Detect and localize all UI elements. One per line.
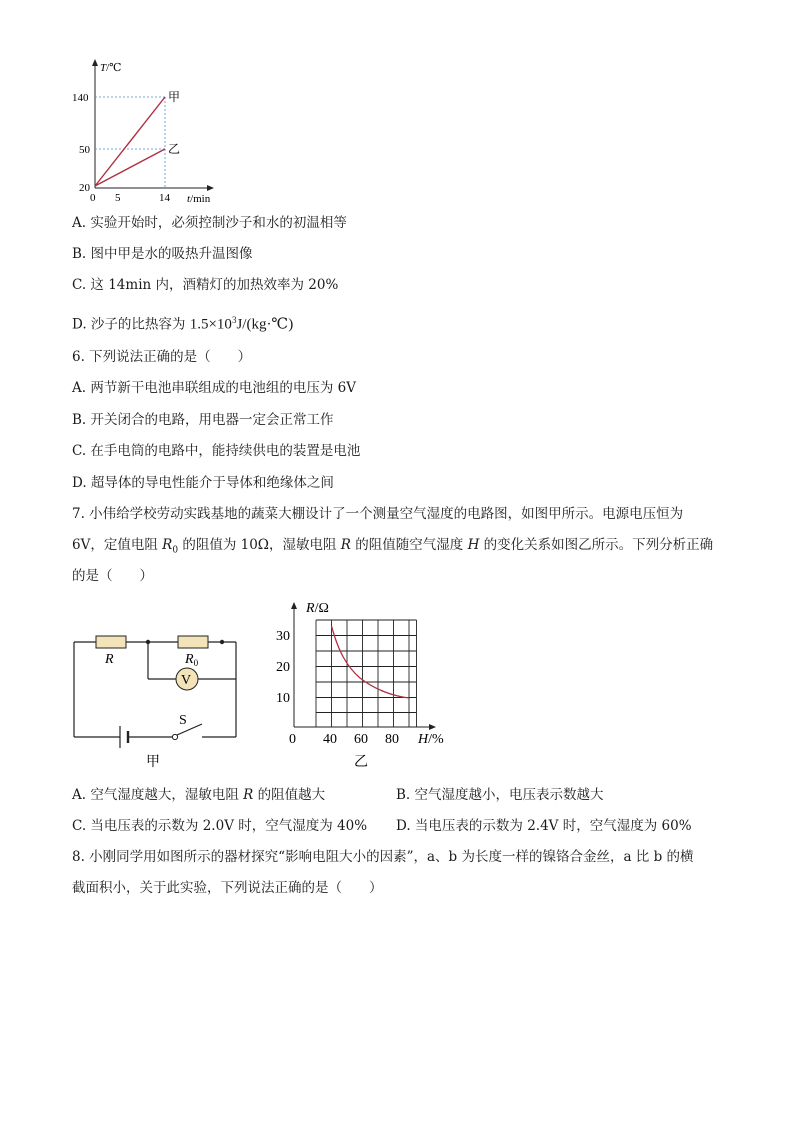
label-r0: $R_0$	[185, 652, 199, 668]
resistor-r	[96, 636, 126, 648]
x-tick-0: 0	[289, 732, 296, 747]
x-tick-60: 60	[354, 732, 368, 747]
q7-option-b: B. 空气湿度越小，电压表示数越大	[396, 787, 604, 803]
line-yi	[95, 149, 165, 186]
q5-option-d: D. 沙子的比热容为 $1.5\times 10^3J/(kg\cdot℃)$	[72, 315, 294, 333]
x-tick-80: 80	[385, 732, 399, 747]
svg-text:V: V	[181, 673, 192, 688]
caption-jia: 甲	[146, 755, 160, 770]
x-tick-0: 0	[90, 192, 96, 204]
q7-stem-line3: 的是（ ）	[72, 568, 153, 584]
y-tick-20: 20	[79, 182, 90, 194]
x-tick-40: 40	[323, 732, 337, 747]
x-tick-5: 5	[115, 192, 121, 204]
y-tick-140: 140	[72, 92, 89, 104]
q6-option-d: D. 超导体的导电性能介于导体和绝缘体之间	[72, 475, 334, 491]
q6-stem: 6. 下列说法正确的是（ ）	[72, 349, 252, 365]
q8-stem-line2: 截面积小，关于此实验，下列说法正确的是（ ）	[72, 880, 383, 896]
q5-option-a: A. 实验开始时，必须控制沙子和水的初温相等	[72, 215, 347, 231]
q7-option-c: C. 当电压表的示数为 2.0V 时，空气湿度为 40%	[72, 818, 368, 834]
resistance-humidity-graph	[272, 598, 462, 773]
y-tick-20: 20	[276, 660, 290, 675]
q7-stem-line1: 7. 小伟给学校劳动实践基地的蔬菜大棚设计了一个测量空气湿度的电路图，如图甲所示。电源电压恒为	[72, 506, 684, 522]
x-axis-label: t/min	[187, 193, 211, 205]
x-axis-label-h: H/%	[418, 732, 444, 747]
y-tick-50: 50	[79, 144, 90, 156]
label-s: S	[179, 713, 187, 728]
y-axis-label: T/℃	[100, 62, 122, 74]
label-jia: 甲	[168, 90, 181, 104]
label-r: R	[105, 652, 114, 667]
label-yi: 乙	[168, 142, 181, 156]
line-jia	[95, 97, 165, 186]
q5-option-b: B. 图中甲是水的吸热升温图像	[72, 246, 253, 262]
r-h-curve	[332, 626, 410, 698]
q7-stem-line2: 6V，定值电阻 $R_0$ 的阻值为 10Ω，湿敏电阻 R 的阻值随空气湿度 H 的变化关系如图乙所示。下列分析正确	[72, 537, 714, 556]
q6-option-c: C. 在手电筒的电路中，能持续供电的装置是电池	[72, 443, 361, 459]
q5-option-c: C. 这 14min 内，酒精灯的加热效率为 20%	[72, 277, 339, 293]
q7-option-a: A. 空气湿度越大，湿敏电阻 R 的阻值越大	[72, 787, 326, 803]
circuit-diagram	[68, 620, 258, 770]
x-tick-14: 14	[159, 192, 170, 204]
q6-option-b: B. 开关闭合的电路，用电器一定会正常工作	[72, 412, 334, 428]
q6-option-a: A. 两节新干电池串联组成的电池组的电压为 6V	[72, 380, 356, 396]
q8-stem-line1: 8. 小刚同学用如图所示的器材探究“影响电阻大小的因素”，a、b 为长度一样的镍铬合金丝，a 比 b 的横	[72, 849, 694, 865]
y-tick-10: 10	[276, 691, 290, 706]
temperature-time-graph	[70, 55, 230, 205]
y-axis-label-r: R/Ω	[306, 601, 329, 616]
resistor-r0	[178, 636, 208, 648]
caption-yi: 乙	[354, 755, 368, 770]
y-tick-30: 30	[276, 629, 290, 644]
q7-option-d: D. 当电压表的示数为 2.4V 时，空气湿度为 60%	[396, 818, 692, 834]
